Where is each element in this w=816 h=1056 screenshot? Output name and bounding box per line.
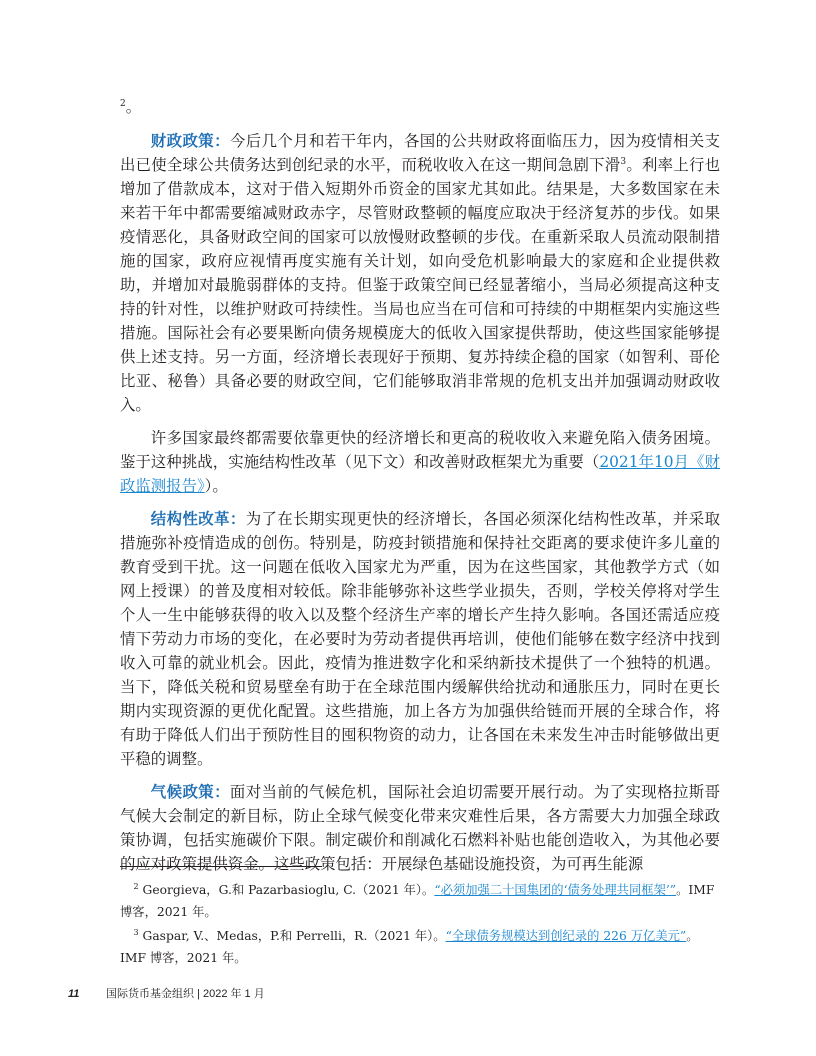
footnote-tail: 。IMF 博客，2021 年。 — [120, 929, 699, 965]
structural-reform-heading: 结构性改革： — [150, 510, 246, 528]
footnote-divider — [120, 866, 322, 867]
footnote-ref-2[interactable]: 2 — [120, 98, 126, 109]
structural-reform-paragraph — [120, 507, 720, 771]
page-footer — [68, 985, 265, 1001]
page-number: 11 — [68, 988, 80, 1000]
publication-info: 国际货币基金组织 | 2022 年 1 月 — [106, 988, 265, 1000]
fiscal-text-before: 今后几个月和若干年内，各国的公共财政将面临压力，因为疫情相关支出已使全球公共债务达到创纪录的水平，而税收收入在这一期间急剧下滑 — [120, 132, 720, 174]
footnotes — [120, 879, 720, 971]
growth-text-after: ）。 — [204, 477, 228, 495]
footnote-link[interactable]: “全球债务规模达到创纪录的 226 万亿美元” — [445, 929, 687, 943]
footnote-link[interactable]: “必须加强二十国集团的‘债务处理共同框架’” — [434, 883, 677, 897]
body-text — [120, 95, 720, 885]
footnote-ref-3[interactable]: 3 — [620, 156, 627, 167]
climate-text: 面对当前的气候危机，国际社会迫切需要开展行动。为了实现格拉斯哥气候大会制定的新目标，防止全球气候变化带来灾难性后果，各方需要大力加强全球政策协调，包括实施碳价下限。制定碳价和削减化石燃料补贴也能创造收入，为其他必要的应对政策提供资金。这些政策包括：开展绿色基础设施投资，为可再生能源 — [120, 783, 720, 873]
growth-text-before: 许多国家最终都需要依靠更快的经济增长和更高的税收收入来避免陷入债务困境。鉴于这种挑战，实施结构性改革（见下文）和改善财政框架尤为重要（ — [120, 429, 720, 471]
fiscal-policy-paragraph — [120, 129, 720, 417]
debt-paragraph — [120, 426, 720, 498]
fragment-tail: 。 — [125, 98, 142, 116]
footnote-number: 3 — [133, 927, 139, 937]
footnote-authors: Georgieva，G.和 Pazarbasioglu, C.（2021 年）。 — [142, 883, 435, 897]
fiscal-text-after: 。利率上行也增加了借款成本，这对于借入短期外币资金的国家尤其如此。结果是，大多数国家在未来若干年中都需要缩减财政赤字，尽管财政整顿的幅度应取决于经济复苏的步伐。如果疫情恶化，具备财政空间的国家可以放慢财政整顿的步伐。在重新采取人员流动限制措施的国家，政府应视情再度实施有关计划，如向受危机影响最大的家庭和企业提供救助，并增加对最脆弱群体的支持。但鉴于政策空间已经显著缩小，当局必须提高这种支持的针对性，以维护财政可持续性。当局也应当在可信和可持续的中期框架内实施这些措施。国际社会有必要果断向债务规模庞大的低收入国家提供帮助，使这些国家能够提供上述支持。另一方面，经济增长表现好于预期、复苏持续企稳的国家（如智利、哥伦比亚、秘鲁）具备必要的财政空间，它们能够取消非常规的危机支出并加强调动财政收入。 — [120, 156, 720, 414]
footnote-number: 2 — [133, 881, 139, 891]
fiscal-monitor-link[interactable]: 2021年10月《财政监测报告》 — [120, 453, 720, 495]
footnote-2 — [120, 879, 720, 923]
fiscal-policy-heading: 财政政策： — [150, 132, 230, 150]
structural-text: 为了在长期实现更快的经济增长，各国必须深化结构性改革，并采取措施弥补疫情造成的创伤。特别是，防疫封锁措施和保持社交距离的要求使许多儿童的教育受到干扰。这一问题在低收入国家尤为严重，因为在这些国家，其他教学方式（如网上授课）的普及度相对较低。除非能够弥补这些学业损失，否则，学校关停将对学生个人一生中能够获得的收入以及整个经济生产率的增长产生持久影响。各国还需适应疫情下劳动力市场的变化，在必要时为劳动者提供再培训，使他们能够在数字经济中找到收入可靠的就业机会。因此，疫情为推进数字化和采纳新技术提供了一个独特的机遇。当下，降低关税和贸易壁垒有助于在全球范围内缓解供给扰动和通胀压力，同时在更长期内实现资源的更优化配置。这些措施，加上各方为加强供给链而开展的全球合作，将有助于降低人们出于预防性目的囤积物资的动力，让各国在未来发生冲击时能够做出更平稳的调整。 — [120, 510, 720, 768]
climate-policy-heading: 气候政策： — [150, 783, 230, 801]
continued-fragment — [120, 95, 720, 119]
climate-policy-paragraph — [120, 780, 720, 876]
footnote-tail: 。IMF 博客，2021 年。 — [120, 883, 715, 919]
footnote-authors: Gaspar, V.、Medas，P.和 Perrelli，R.（2021 年）。 — [142, 929, 446, 943]
footnote-3 — [120, 925, 720, 969]
